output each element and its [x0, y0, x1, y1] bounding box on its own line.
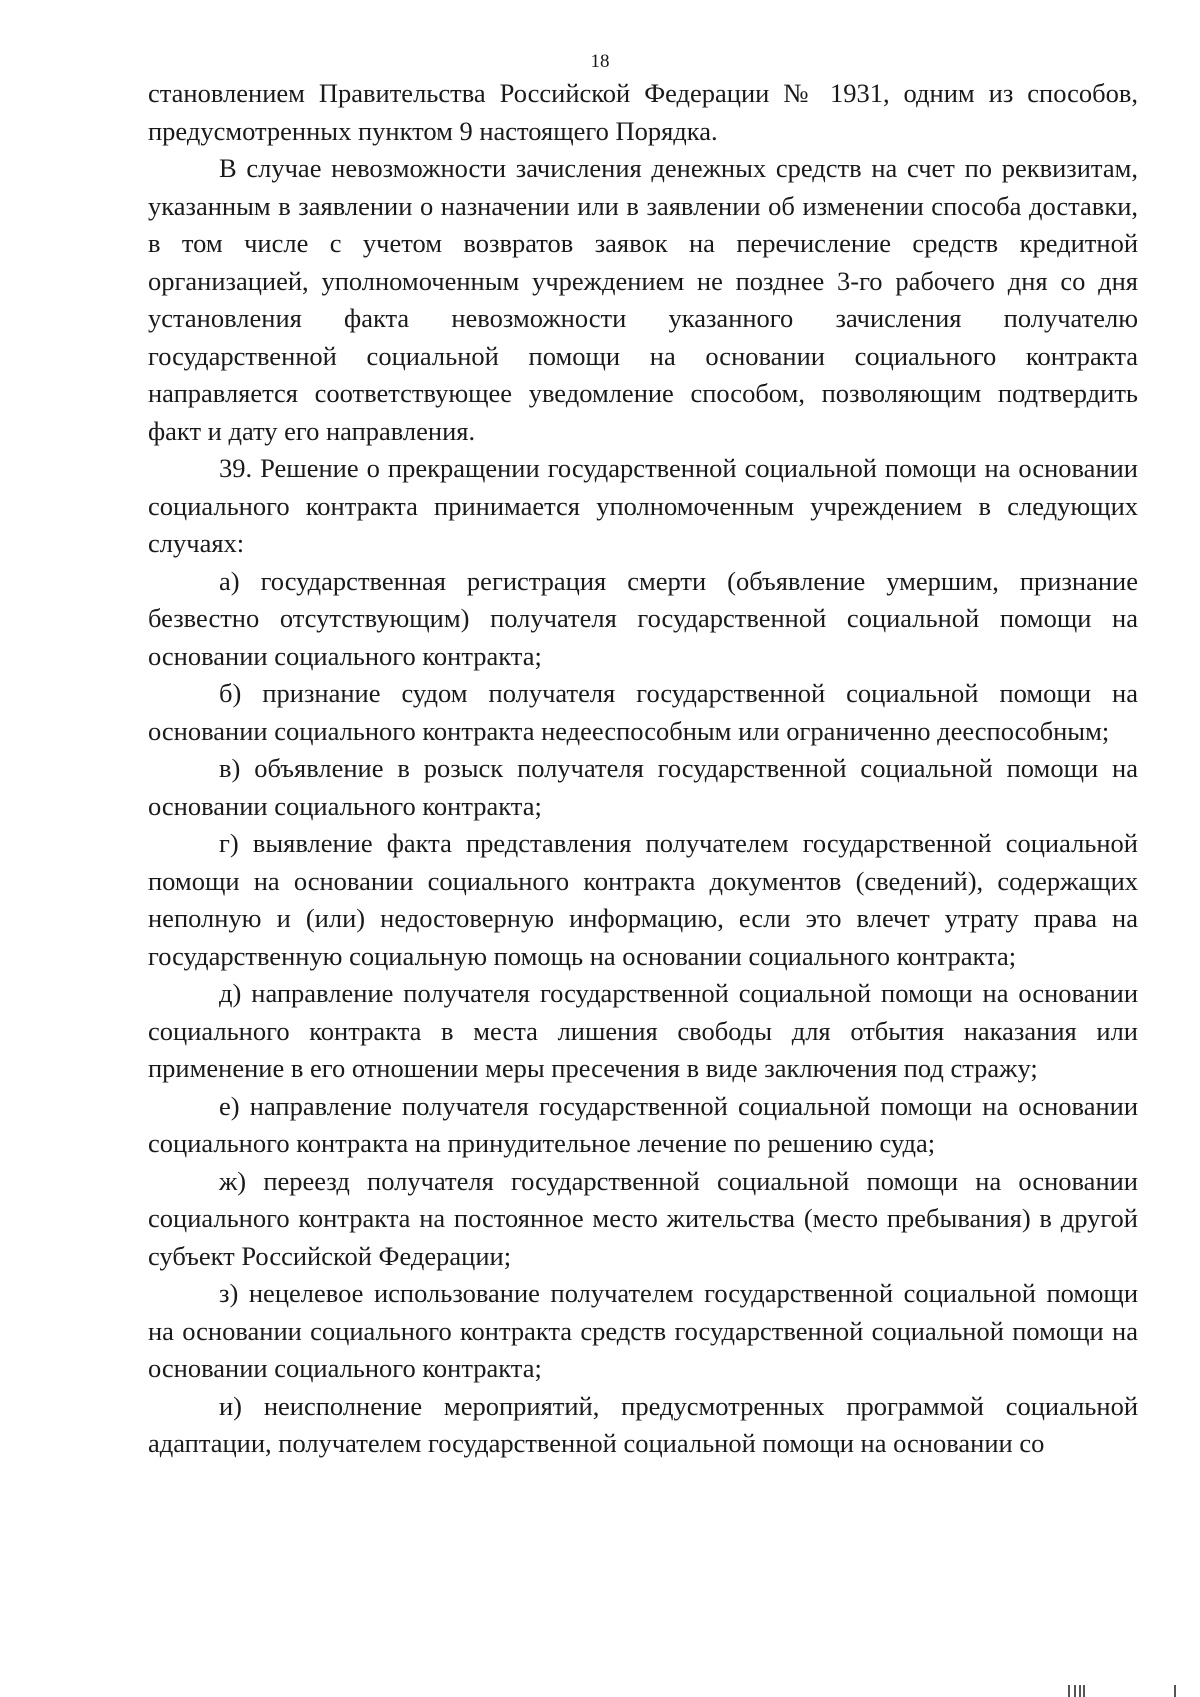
list-item-zh: ж) переезд получателя государственной социальной помощи на основании социального контракта на постоянное место жительства (место пребывания) в другой субъект Российской Федерации;	[148, 1165, 1138, 1271]
paragraph-invalid-transfer: В случае невозможности зачисления денежных средств на счет по реквизитам, указанным в заявлении о назначении или в заявлении об изменении способа доставки, в том числе с учетом возвратов заявок на перечисление средств кредитной организацией, уполномоченным учреждением не позднее 3-го рабочего дня со дня установления факта невозможности указанного зачисления получателю государственной социальной помощи на основании социального контракта направляется соответствующее уведомление способом, позволяющим подтвердить факт и дату его направления.	[148, 153, 1138, 446]
list-item-g: г) выявление факта представления получателем государственной социальной помощи на основании социального контракта документов (сведений), содержащих неполную и (или) недостоверную информацию, если это влечет утрату права на государственную социальную помощь на основании социального контракта;	[148, 828, 1138, 971]
list-item-a: а) государственная регистрация смерти (объявление умершим, признание безвестно отсутствующим) получателя государственной социальной помощи на основании социального контракта;	[148, 565, 1138, 671]
list-item-e: е) направление получателя государственной социальной помощи на основании социального контракта на принудительное лечение по решению суда;	[148, 1090, 1138, 1158]
list-item-d: д) направление получателя государственной социальной помощи на основании социального контракта в места лишения свободы для отбытия наказания или применение в его отношении меры пресечения в виде заключения под стражу;	[148, 978, 1138, 1083]
document-body	[148, 75, 1138, 1463]
page-number: 18	[590, 51, 610, 72]
paragraph-clause-39: 39. Решение о прекращении государственной социальной помощи на основании социального контракта принимается уполномоченным учреждением в следующих случаях:	[148, 453, 1138, 558]
list-item-z: з) нецелевое использование получателем государственной социальной помощи на основании социального контракта средств государственной социальной помощи на основании социального контракта;	[148, 1278, 1138, 1383]
list-item-v: в) объявление в розыск получателя государственной социальной помощи на основании социального контракта;	[148, 753, 1138, 821]
list-item-b: б) признание судом получателя государственной социальной помощи на основании социального контракта недееспособным или ограниченно дееспособным;	[148, 678, 1138, 746]
paragraph-continuation: становлением Правительства Российской Федерации № 1931, одним из способов, предусмотренных пунктом 9 настоящего Порядка.	[148, 78, 1138, 146]
list-item-i: и) неисполнение мероприятий, предусмотренных программой социальной адаптации, получателем государственной социальной помощи на основании со	[148, 1390, 1138, 1458]
scan-artifact-marks	[1068, 1685, 1188, 1697]
